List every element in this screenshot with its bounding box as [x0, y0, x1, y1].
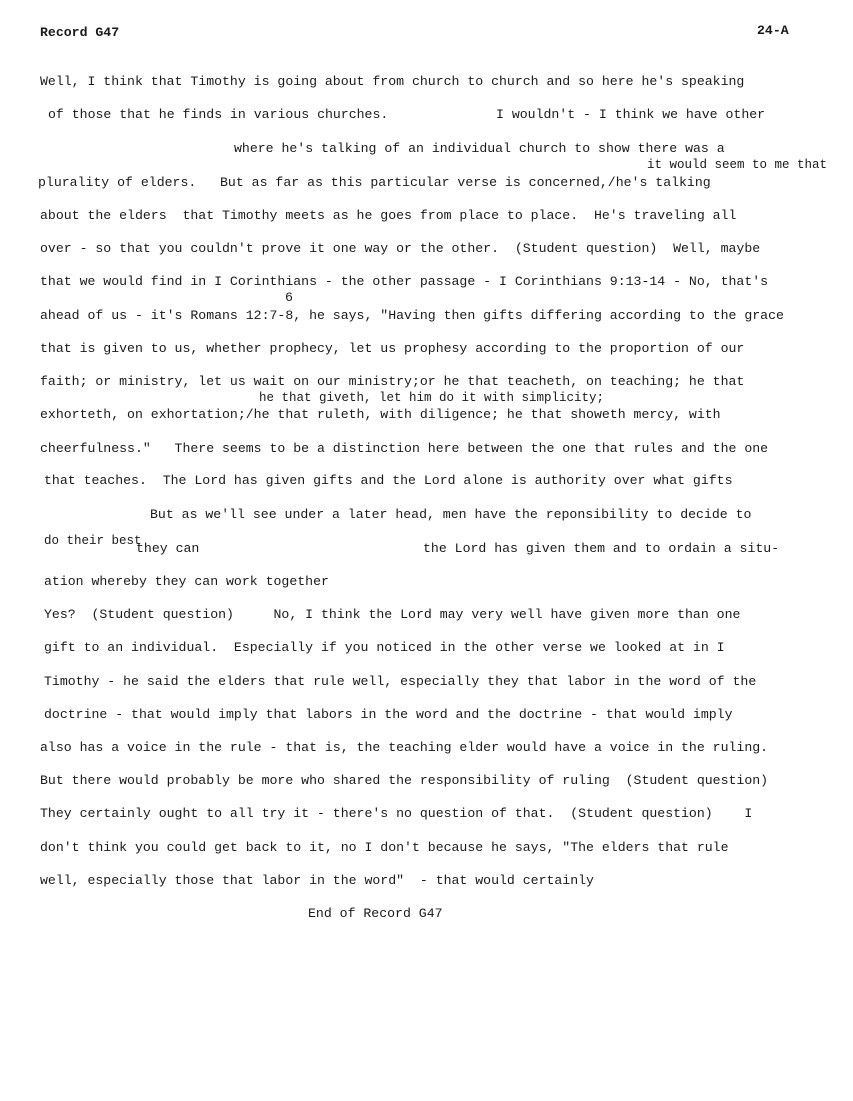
text-line: also has a voice in the rule - that is, the teaching elder would have a voice in the ruling. [40, 740, 769, 755]
text-line: They certainly ought to all try it - there's no question of that. (Student question) I [40, 806, 753, 821]
text-line: that teaches. The Lord has given gifts and the Lord alone is authority over what gifts [44, 473, 733, 488]
text-line: ation whereby they can work together [44, 574, 329, 589]
text-line: ahead of us - it's Romans 12:7-8, he says, "Having then gifts differing according to the grace [40, 308, 784, 323]
text-line: of those that he finds in various churches. [48, 107, 389, 122]
end-of-record: End of Record G47 [308, 906, 443, 921]
text-line: Yes? (Student question) No, I think the Lord may very well have given more than one [44, 607, 741, 622]
text-line: where he's talking of an individual church to show there was a [234, 141, 725, 156]
text-line: doctrine - that would imply that labors in the word and the doctrine - that would imply [44, 707, 733, 722]
interlinear-insert: do their best [44, 534, 142, 548]
page-number: 24-A [757, 23, 789, 38]
text-line: Timothy - he said the elders that rule well, especially they that labor in the word of the [44, 674, 757, 689]
text-line: gift to an individual. Especially if you noticed in the other verse we looked at in I [44, 640, 725, 655]
text-line: But there would probably be more who shared the responsibility of ruling (Student question) [40, 773, 769, 788]
interlinear-insert: he that giveth, let him do it with simplicity; [259, 391, 605, 405]
text-line: I wouldn't - I think we have other [496, 107, 766, 122]
text-line: over - so that you couldn't prove it one way or the other. (Student question) Well, maybe [40, 241, 761, 256]
text-line: cheerfulness." There seems to be a distinction here between the one that rules and the one [40, 441, 769, 456]
text-line: don't think you could get back to it, no I don't because he says, "The elders that rule [40, 840, 729, 855]
text-line: exhorteth, on exhortation;/he that ruleth, with diligence; he that showeth mercy, with [40, 407, 721, 422]
text-line: well, especially those that labor in the word" - that would certainly [40, 873, 594, 888]
record-label: Record G47 [40, 25, 120, 40]
text-line: that is given to us, whether prophecy, let us prophesy according to the proportion of our [40, 341, 745, 356]
text-line: they can [136, 541, 200, 556]
interlinear-insert: it would seem to me that [647, 158, 828, 172]
text-line: that we would find in I Corinthians - the other passage - I Corinthians 9:13-14 - No, that's [40, 274, 769, 289]
handwritten-correction: 6 [285, 290, 293, 305]
text-line: about the elders that Timothy meets as he goes from place to place. He's traveling all [40, 208, 737, 223]
text-line: faith; or ministry, let us wait on our ministry;or he that teacheth, on teaching; he that [40, 374, 745, 389]
text-line: the Lord has given them and to ordain a situ- [423, 541, 780, 556]
text-line: But as we'll see under a later head, men have the reponsibility to decide to [150, 507, 752, 522]
text-line: plurality of elders. But as far as this particular verse is concerned,/he's talking [38, 175, 711, 190]
text-line: Well, I think that Timothy is going about from church to church and so here he's speaking [40, 74, 745, 89]
